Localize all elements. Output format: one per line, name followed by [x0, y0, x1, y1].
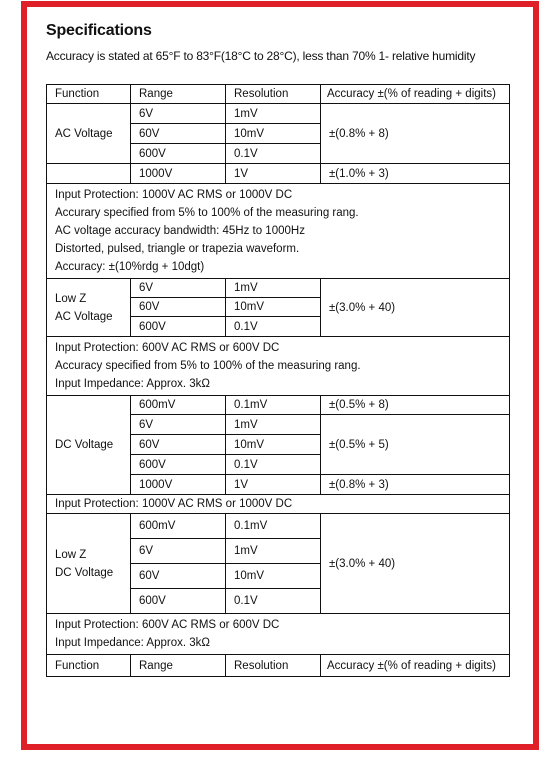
note-line: Input Protection: 1000V AC RMS or 1000V DC — [55, 498, 293, 510]
note-line: AC voltage accuracy bandwidth: 45Hz to 1000Hz — [55, 225, 305, 237]
resolution-cell: 1V — [226, 164, 321, 184]
range-cell: 60V — [131, 435, 226, 455]
notes-cell — [47, 495, 510, 514]
header-function: Function — [47, 85, 131, 104]
range-cell: 600mV — [131, 396, 226, 415]
notes-cell — [47, 337, 510, 396]
note-line: Input Protection: 600V AC RMS or 600V DC — [55, 342, 280, 354]
note-line: Input Protection: 1000V AC RMS or 1000V DC — [55, 189, 293, 201]
range-cell: 600V — [131, 589, 226, 614]
note-line: Accuracy specified from 5% to 100% of the measuring rang. — [55, 360, 361, 372]
table-row — [47, 279, 510, 298]
range-cell: 60V — [131, 124, 226, 144]
notes-cell — [47, 184, 510, 279]
accuracy-cell: ±(0.5% + 8) — [321, 396, 510, 415]
notes-row-lowz-dc — [47, 614, 510, 655]
range-cell: 6V — [131, 539, 226, 564]
note-line: Distorted, pulsed, triangle or trapezia waveform. — [55, 243, 300, 255]
range-cell: 600V — [131, 144, 226, 164]
resolution-cell: 0.1V — [226, 589, 321, 614]
page-subtitle: Accuracy is stated at 65°F to 83°F(18°C to 28°C), less than 70% 1- relative humidity — [46, 49, 476, 63]
table-row — [47, 396, 510, 415]
specifications-table — [46, 84, 510, 677]
note-line: Accuracy: ±(10%rdg + 10dgt) — [55, 261, 205, 273]
note-line: Accurary specified from 5% to 100% of the measuring rang. — [55, 207, 359, 219]
resolution-cell: 0.1mV — [226, 396, 321, 415]
table-header-row — [47, 85, 510, 104]
function-cell-dc-voltage: DC Voltage — [47, 396, 131, 495]
header-resolution: Resolution — [226, 85, 321, 104]
function-cell-empty — [47, 164, 131, 184]
resolution-cell: 1mV — [226, 104, 321, 124]
header-accuracy: Accuracy ±(% of reading + digits) — [321, 85, 510, 104]
range-cell: 6V — [131, 104, 226, 124]
accuracy-cell: ±(3.0% + 40) — [321, 279, 510, 337]
resolution-cell: 0.1V — [226, 317, 321, 337]
notes-row-ac-voltage — [47, 184, 510, 279]
accuracy-cell: ±(0.8% + 8) — [321, 104, 510, 164]
accuracy-cell: ±(1.0% + 3) — [321, 164, 510, 184]
resolution-cell: 1mV — [226, 415, 321, 435]
resolution-cell: 10mV — [226, 124, 321, 144]
resolution-cell: 0.1V — [226, 455, 321, 475]
resolution-cell: 0.1V — [226, 144, 321, 164]
accuracy-cell: ±(3.0% + 40) — [321, 514, 510, 614]
function-cell-ac-voltage: AC Voltage — [47, 104, 131, 164]
footer-accuracy: Accuracy ±(% of reading + digits) — [321, 655, 510, 677]
range-cell: 60V — [131, 298, 226, 317]
range-cell: 6V — [131, 279, 226, 298]
table-footer-row — [47, 655, 510, 677]
accuracy-cell: ±(0.5% + 5) — [321, 415, 510, 475]
range-cell: 6V — [131, 415, 226, 435]
function-cell-lowz-ac — [47, 279, 131, 337]
function-label-line: DC Voltage — [55, 566, 114, 579]
accuracy-cell: ±(0.8% + 3) — [321, 475, 510, 495]
function-label-line: Low Z — [55, 548, 87, 561]
table-row — [47, 164, 510, 184]
notes-row-dc-voltage — [47, 495, 510, 514]
range-cell: 600V — [131, 317, 226, 337]
range-cell: 1000V — [131, 475, 226, 495]
table-row — [47, 104, 510, 124]
notes-row-lowz-ac — [47, 337, 510, 396]
footer-range: Range — [131, 655, 226, 677]
header-range: Range — [131, 85, 226, 104]
note-line: Input Protection: 600V AC RMS or 600V DC — [55, 619, 280, 631]
resolution-cell: 10mV — [226, 435, 321, 455]
note-line: Input Impedance: Approx. 3kΩ — [55, 637, 210, 649]
range-cell: 600mV — [131, 514, 226, 539]
function-label-line: AC Voltage — [55, 310, 113, 323]
resolution-cell: 1mV — [226, 279, 321, 298]
range-cell: 60V — [131, 564, 226, 589]
resolution-cell: 10mV — [226, 564, 321, 589]
note-line: Input Impedance: Approx. 3kΩ — [55, 378, 210, 390]
footer-function: Function — [47, 655, 131, 677]
resolution-cell: 1V — [226, 475, 321, 495]
resolution-cell: 1mV — [226, 539, 321, 564]
range-cell: 600V — [131, 455, 226, 475]
resolution-cell: 0.1mV — [226, 514, 321, 539]
range-cell: 1000V — [131, 164, 226, 184]
page-title: Specifications — [46, 22, 152, 39]
notes-cell — [47, 614, 510, 655]
function-cell-lowz-dc — [47, 514, 131, 614]
resolution-cell: 10mV — [226, 298, 321, 317]
footer-resolution: Resolution — [226, 655, 321, 677]
table-row — [47, 514, 510, 539]
function-label-line: Low Z — [55, 292, 87, 305]
